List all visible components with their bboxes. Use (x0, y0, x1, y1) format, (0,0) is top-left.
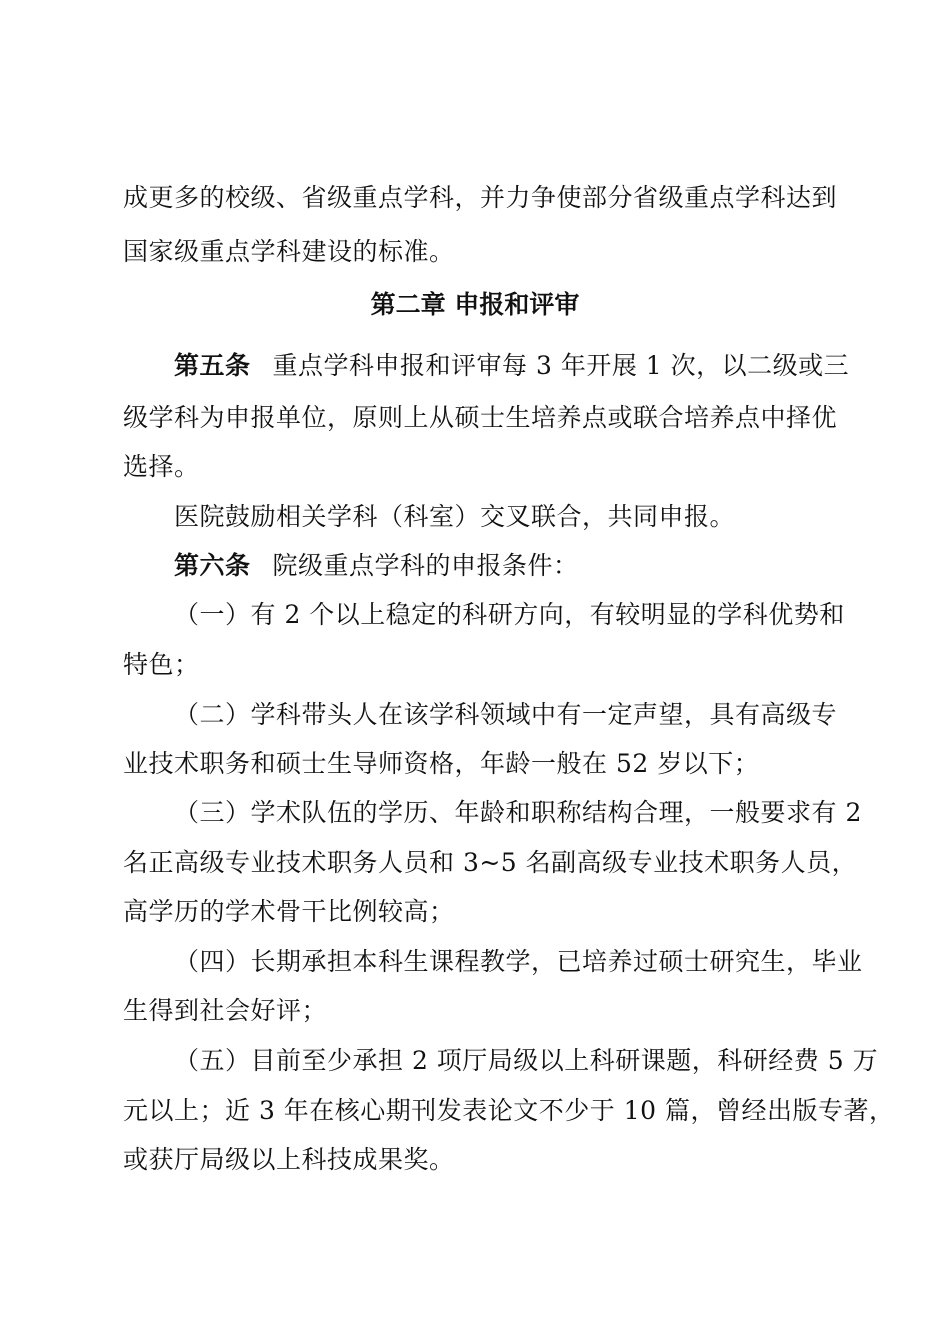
chapter-heading: 第二章 申报和评审 (370, 290, 580, 319)
article-5-label: 第五条 (174, 351, 251, 380)
item-2-line-1: （二）学科带头人在该学科领域中有一定声望，具有高级专 (174, 700, 838, 729)
continuation-line-2: 国家级重点学科建设的标准。 (123, 237, 455, 266)
item-3-line-2: 名正高级专业技术职务人员和 3~5 名副高级专业技术职务人员， (123, 848, 858, 877)
item-5-line-3: 或获厅局级以上科技成果奖。 (123, 1145, 455, 1174)
article-6-label: 第六条 (174, 551, 251, 580)
item-1-line-1: （一）有 2 个以上稳定的科研方向，有较明显的学科优势和 (174, 600, 845, 629)
article-5-line-3: 选择。 (123, 452, 200, 481)
item-1-line-2: 特色； (123, 650, 200, 679)
joint-application-paragraph: 医院鼓励相关学科（科室）交叉联合，共同申报。 (174, 502, 736, 531)
item-4-line-2: 生得到社会好评； (123, 996, 328, 1025)
article-6-line (174, 551, 579, 581)
item-2-line-2: 业技术职务和硕士生导师资格，年龄一般在 52 岁以下； (123, 749, 760, 778)
article-5-line-2: 级学科为申报单位，原则上从硕士生培养点或联合培养点中择优 (123, 403, 838, 432)
continuation-line-1: 成更多的校级、省级重点学科，并力争使部分省级重点学科达到 (123, 183, 838, 212)
item-5-line-2: 元以上；近 3 年在核心期刊发表论文不少于 10 篇，曾经出版专著， (123, 1096, 895, 1125)
article-5-text: 重点学科申报和评审每 3 年开展 1 次，以二级或三 (272, 351, 850, 380)
item-3-line-3: 高学历的学术骨干比例较高； (123, 897, 455, 926)
item-5-line-1: （五）目前至少承担 2 项厅局级以上科研课题，科研经费 5 万 (174, 1046, 879, 1075)
item-3-line-1: （三）学术队伍的学历、年龄和职称结构合理，一般要求有 2 (174, 798, 862, 827)
item-4-line-1: （四）长期承担本科生课程教学，已培养过硕士研究生，毕业 (174, 947, 863, 976)
article-5-line-1 (174, 351, 849, 381)
article-6-text: 院级重点学科的申报条件： (272, 551, 579, 580)
